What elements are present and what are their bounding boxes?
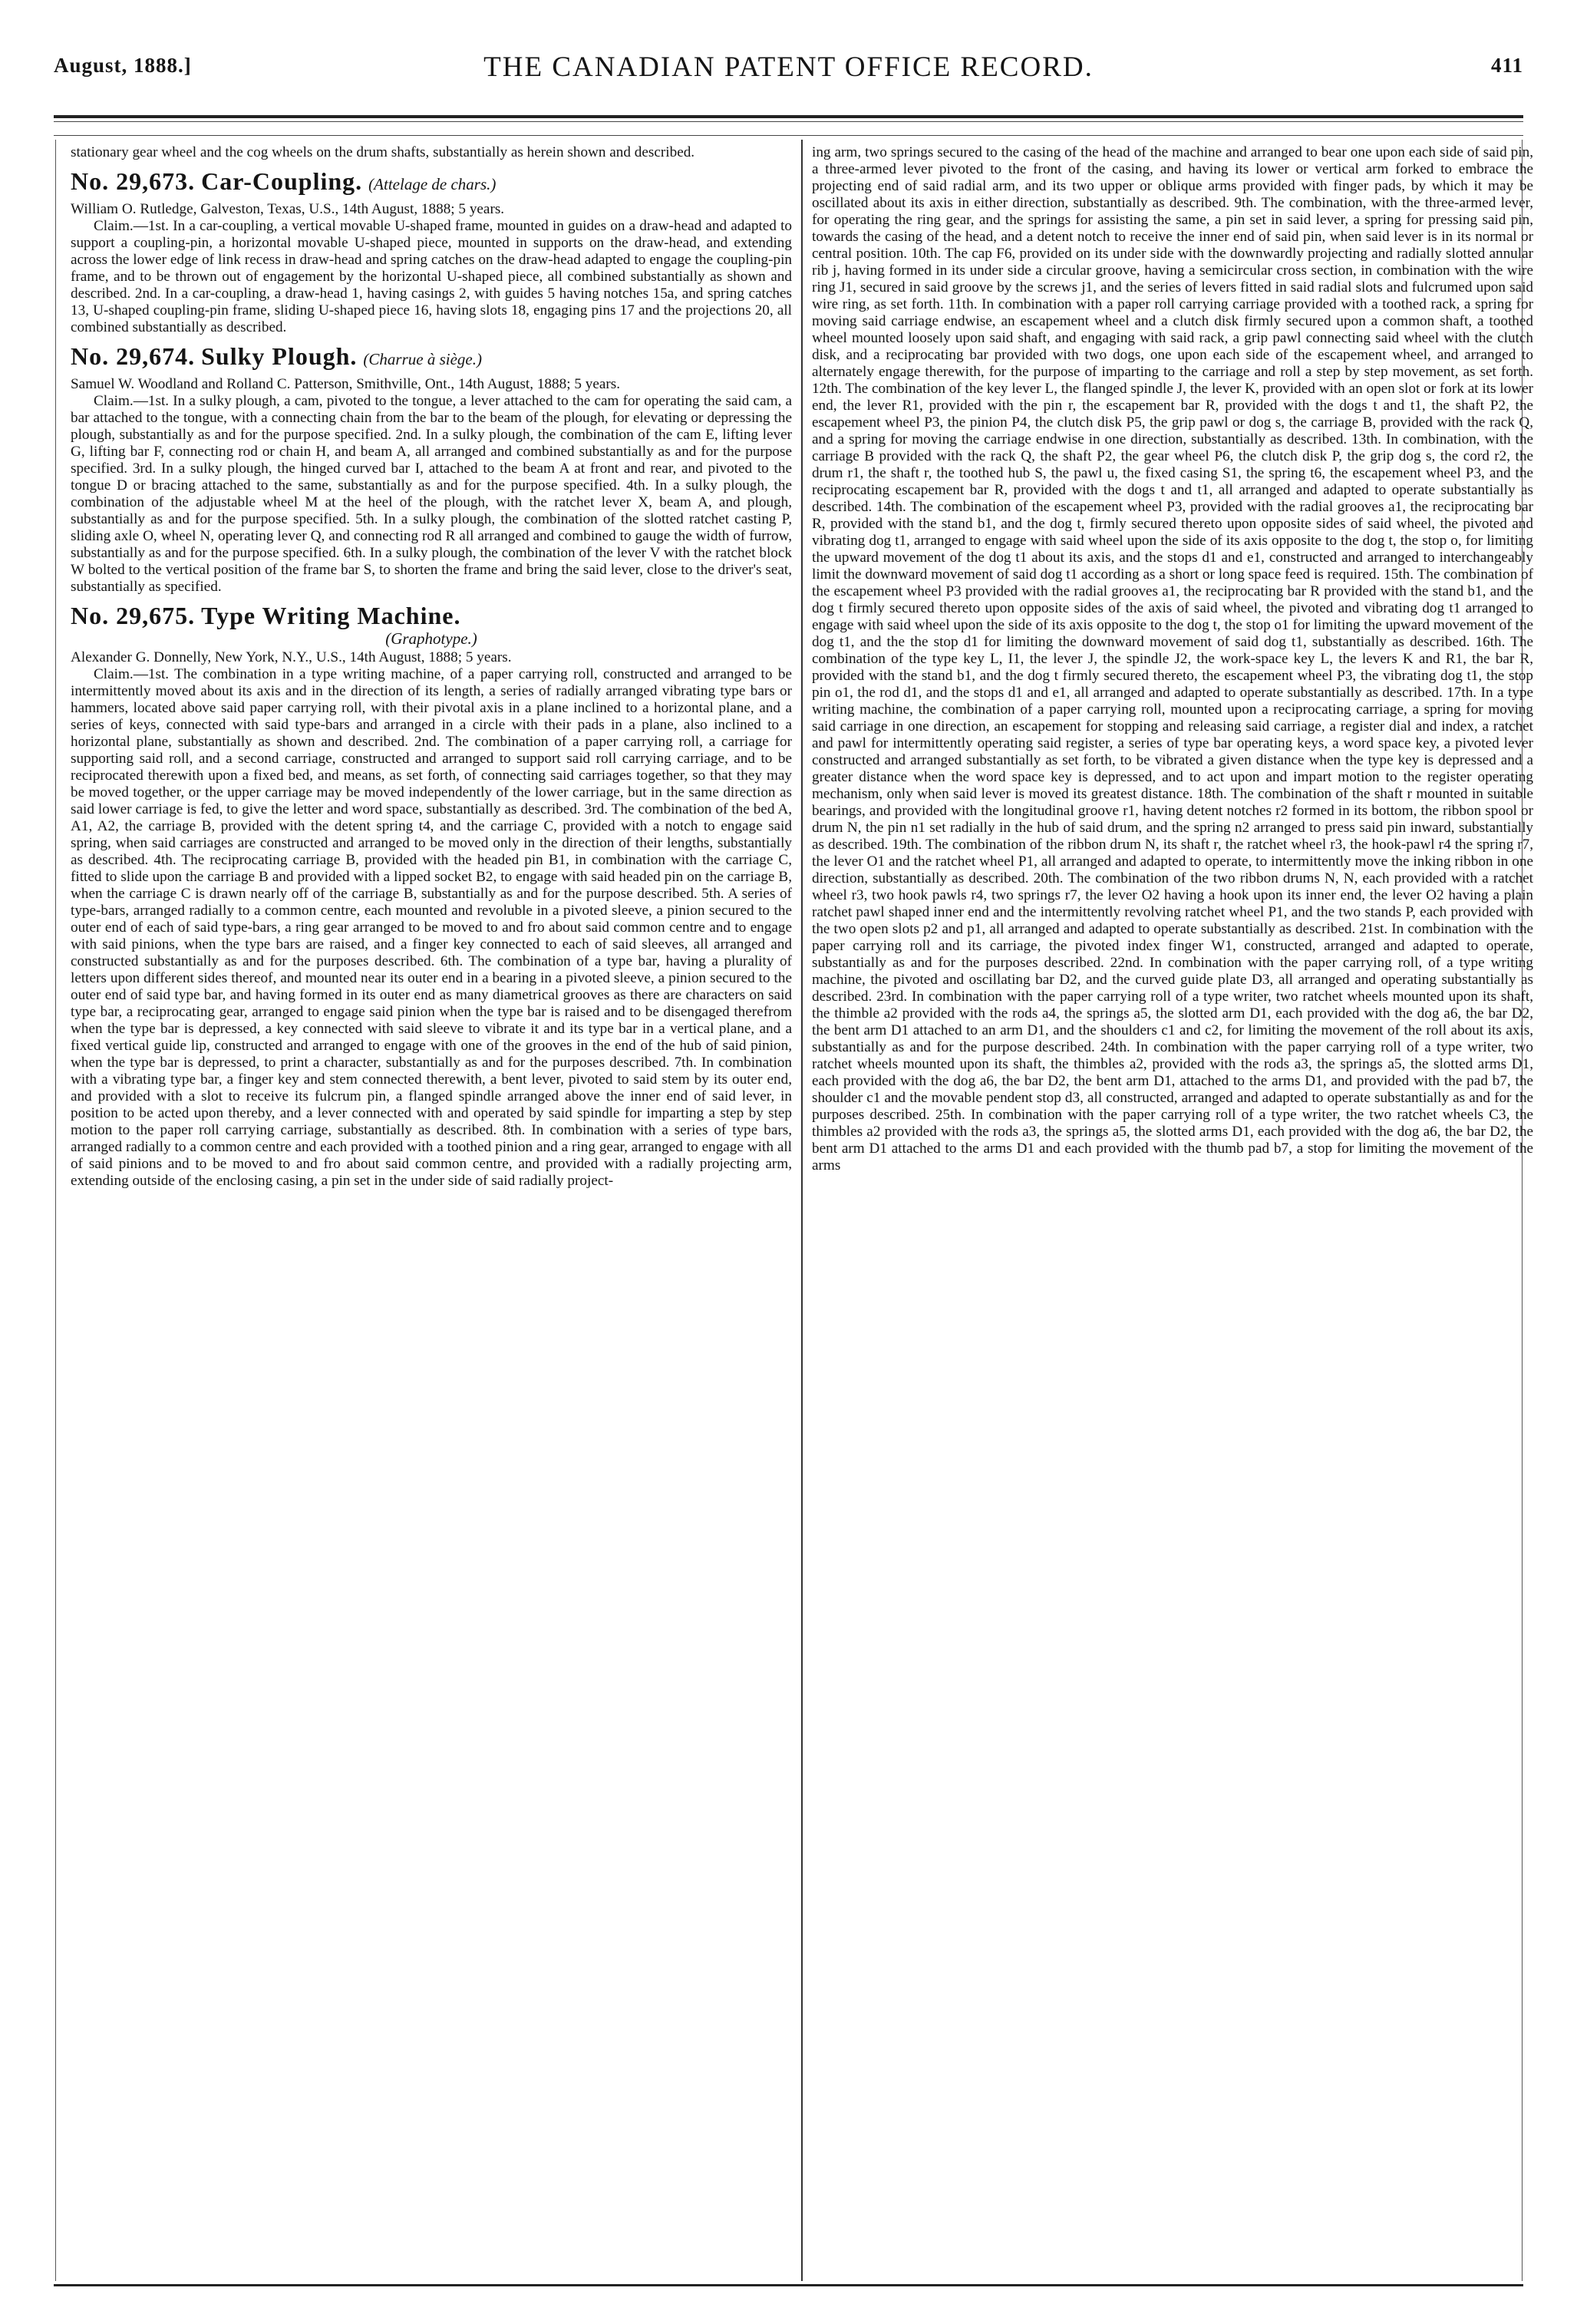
patent-title: Car-Coupling. (201, 167, 363, 195)
patent-inventor: William O. Rutledge, Galveston, Texas, U.S., 14th August, 1888; 5 years. (71, 201, 505, 217)
running-head (54, 48, 1523, 94)
left-column (71, 144, 792, 2278)
patent-title: Type Writing Machine. (201, 602, 461, 629)
continuation-text: stationary gear wheel and the cog wheels on the drum shafts, substantially as herein shown and described. (71, 144, 695, 160)
patent-inventor: Alexander G. Donnelly, New York, N.Y., U.S., 14th August, 1888; 5 years. (71, 649, 512, 665)
patent-claims: Claim.—1st. In a car-coupling, a vertical movable U-shaped frame, mounted in guides on a draw-head and adapted to support a coupling-pin, a horizontal movable U-shaped piece, mounted in supports on the draw-head, and extending across the lower edge of link recess in draw-head and spring catches on the draw-head adapted to engage the coupling-pin frame, and to be thrown out of engagement by the horizontal U-shaped piece, all combined substantially as shown and described. 2nd. In a car-coupling, a draw-head 1, having casings 2, with guides 5 having notches 15a, and spring catches 13, U-shaped coupling-pin frame, sliding U-shaped piece 16, having slots 18, engaging pins 17 and the projections 20, all combined substantially as described. (71, 218, 792, 335)
page-number: 411 (1490, 54, 1523, 77)
patent-claims: Claim.—1st. The combination in a type writing machine, of a paper carrying roll, constructed and arranged to be intermittently moved about its axis and in the direction of its length, a series of radially arranged vibrating type bars or hammers, located above said paper carrying roll, with their pivotal axis in a plane inclined to a horizontal plane, and a series of keys, connected with said type-bars and arranged in a circle with their pads in a plane, also inclined to a horizontal plane, substantially as shown and described. 2nd. The combination of a paper carrying roll, a carriage for supporting said roll, and a second carriage, constructed and arranged to support said roll carrying carriage, and to be reciprocated therewith upon a fixed bed, and means, as set forth, of connecting said carriages together, so that they may be moved together, or the upper carriage may be moved independently of the lower carriage, but in the same direction as said lower carriage is fed, to give the letter and word space, substantially as described. 3rd. The combination of the bed A, A1, A2, the carriage B, provided with the detent spring t4, and the carriage C, provided with a notch to engage said spring, when said carriages are constructed and arranged to be moved only in the direction of their lengths, substantially as described. 4th. The reciprocating carriage B, provided with the headed pin B1, in combination with the carriage C, fitted to slide upon the carriage B and provided with a lipped socket B2, to engage with said headed pin on the carriage B, when the carriage C is drawn nearly off of the carriage B, substantially as and for the purpose described. 5th. A series of type-bars, arranged radially to a common centre, each mounted and revoluble in a pivoted sleeve, a pinion secured to the outer end of each of said type-bars, a ring gear arranged to be moved to and fro about said common centre and to engage with said pinions, when the type bars are raised, and a finger key connected to each of said sleeves, all arranged and constructed substantially as and for the purposes described. 6th. The combination of a type bar, having a plurality of letters upon different sides thereof, and mounted near its outer end in a bearing in a pivoted sleeve, a pinion secured to the outer end of said type bar, and having formed in its outer end as many diametrical grooves as there are characters on said type bar, a reciprocating gear, arranged to engage said pinion when the type bar is raised and to be disengaged therefrom when the type bar is depressed, a key connected with said sleeve to vibrate it and its type bar in a vertical plane, and a fixed vertical guide lip, constructed and arranged to engage with one of the grooves in the end of the hub of said pinion, when the type bar is depressed, to print a character, substantially as and for the purposes described. 7th. In combination with a vibrating type bar, a finger key and stem connected therewith, a bent lever, pivoted to said stem by its outer end, and provided with a slot to receive its fulcrum pin, a flanged spindle arranged above the inner end of said lever, in position to be acted upon thereby, and a lever connected with and operated by said spindle for imparting a step by step motion to the paper roll carrying carriage, substantially as described. 8th. In combination with a series of type bars, arranged radially to a common centre and each provided with a toothed pinion and a ring gear, arranged to engage with all of said pinions and to be moved to and fro about said common centre, and provided with a radially projecting arm, extending outside of the enclosing casing, a pin set in the under side of said radially project- (71, 666, 792, 1189)
patent-entry-heading (71, 342, 792, 373)
issue-date: August, 1888.] (54, 54, 192, 77)
header-rule-heavy (54, 115, 1523, 118)
left-border-rule (55, 140, 56, 2281)
right-column (812, 144, 1533, 2278)
header-rule-light (54, 121, 1523, 122)
header-rule-lower (54, 135, 1523, 136)
patent-inventor: Samuel W. Woodland and Rolland C. Patterson, Smithville, Ont., 14th August, 1888; 5 years. (71, 376, 621, 392)
patent-french-title: (Attelage de chars.) (368, 175, 497, 193)
patent-number: No. 29,675. (71, 602, 196, 629)
patent-title: Sulky Plough. (201, 342, 358, 370)
patent-number: No. 29,674. (71, 342, 196, 370)
column-divider (801, 140, 803, 2281)
patent-entry-heading (71, 602, 792, 629)
footer-rule (54, 2284, 1523, 2286)
publication-title: THE CANADIAN PATENT OFFICE RECORD. (483, 51, 1094, 83)
patent-french-title: (Charrue à siège.) (363, 350, 482, 368)
patent-french-title: (Graphotype.) (385, 629, 477, 648)
claims-continuation: ing arm, two springs secured to the casing of the head of the machine and arranged to bear one upon each side of said pin, a three-armed lever pivoted to the front of the casing, and having its lower or vertical arm forked to embrace the projecting end of said radial arm, and its two upper or oblique arms provided with finger pads, by which it may be oscillated about its axis in either direction, substantially as described. 9th. The combination, with the three-armed lever, for operating the ring gear, and the springs for assisting the same, a pin set in said lever, a spring for pressing said pin, towards the casing of the head, and a detent notch to receive the inner end of said pin, when said lever is in its normal or central position. 10th. The cap F6, provided on its under side with the downwardly projecting and radially slotted annular rib j, having formed in its under side a circular groove, having a semicircular cross section, in combination with the wire ring J1, secured in said groove by the screws j1, and the series of levers fitted in said radial slots and fulcrumed upon said wire ring, as set forth. 11th. In combination with a paper roll carrying carriage provided with a toothed rack, a spring for moving said carriage endwise, an escapement wheel and a clutch disk firmly secured upon a common shaft, a toothed wheel mounted loosely upon said shaft, and engaging with said rack, a grip pawl connecting said wheel with the clutch disk, and a reciprocating bar provided with two dogs, one upon each side of the escapement wheel, and arranged to alternately engage therewith, for the purpose of imparting to the carriage and roll a step by step movement, as set forth. 12th. The combination of the key lever L, the flanged spindle J, the lever K, provided with an open slot or fork at its lower end, the lever R1, provided with the pin r, the escapement bar R, provided with the dogs t and t1, the shaft P2, the escapement wheel P3, the pinion P4, the clutch disk P5, the grip pawl or dog s, the carriage B, provided with the rack Q, and a spring for moving the carriage endwise in one direction, substantially as described. 13th. In combination, with the carriage B provided with the rack Q, the shaft P2, the gear wheel P6, the clutch disk P, the grip dog s, the cord r2, the drum r1, the shaft r, the toothed hub S, the pawl u, the fixed casing S1, the spring t6, the escapement wheel P3, and the reciprocating escapement bar R, provided with the dogs t and t1, all arranged and adapted to operate substantially as described. 14th. The combination of the escapement wheel P3, provided with the radial grooves a1, the reciprocating bar R, provided with the stand b1, and the dog t, firmly secured thereto upon opposite sides of said wheel, the pivoted and vibrating dog t1, arranged to engage with said wheel upon the side of its axis opposite to the dog t, the stop o, for limiting the upward movement of the dog t1 about its axis, and the stops d1 and e1, constructed and arranged to interchangeably limit the downward movement of said dog t1 according as a short or long space feed is required. 15th. The combination of the escapement wheel P3 provided with the radial grooves a1, the reciprocating bar R provided with the stand b1, and the dog t firmly secured thereto upon opposite sides of the axis of said wheel, the pivoted and vibrating dog t1 arranged to engage with said wheel upon the side of its axis opposite to the dog t, the stop o1 for limiting the upward movement of the dog t1, and the the stop d1 for limiting the downward movement of said dog t1, substantially as described. 16th. The combination of the type key L, I1, the lever J, the spindle J2, the work-space key L, the levers K and R1, the bar R, provided with the stand b1, and the dog t firmly secured thereto, the escapement wheel P3, the vibrating dog t1, the stop pin o1, the rod d1, and the stops d1 and e1, all arranged and adapted to operate substantially as described. 17th. In a type writing machine, the combination of a paper carrying roll, mounted upon a reciprocating carriage, a spring for moving said carriage in one direction, an escapement for stopping and releasing said carriage, a register dial and index, a ratchet and pawl for intermittently operating said register, a series of type bar operating keys, a word space key, a pivoted lever constructed and arranged substantially as set forth, to be vibrated a given distance when the type key is depressed and a greater distance when the word space key is depressed, and to act upon and impart motion to the register operating mechanism, only when said lever is moved its greatest distance. 18th. The combination of the shaft r mounted in suitable bearings, and provided with the longitudinal groove r1, having detent notches r2 formed in its bottom, the ribbon spool or drum N, the pin n1 set radially in the hub of said drum, and the spring n2 arranged to press said pin inward, substantially as described. 19th. The combination of the ribbon drum N, its shaft r, the ratchet wheel r3, the hook-pawl r4 the spring r7, the lever O1 and the ratchet wheel P1, all arranged and adapted to operate, to intermittently move the inking ribbon in one direction, substantially as described. 20th. The combination of the two ribbon drums N, N, each provided with a ratchet wheel r3, two hook pawls r4, two springs r7, the lever O2 having a hook upon its inner end, the lever O2 having a plain ratchet pawl shaped inner end and the intermittently revolving ratchet wheel P1, and the two stands P, each provided with the two open slots p2 and p1, all arranged and adapted to operate substantially as described. 21st. In combination with the paper carrying roll and its carriage, the pivoted index finger W1, constructed, arranged and adapted to operate, substantially as and for the purposes described. 22nd. In combination with the paper carrying roll, of a type writing machine, the pivoted and oscillating bar D2, and the curved guide plate D3, all arranged and operating substantially as described. 23rd. In combination with the paper carrying roll of a type writer, two ratchet wheels mounted upon its shaft, the thimble a2 provided with the rods a4, the springs a5, the slotted arm D1, each provided with the dog a6, the bar D2, the bent arm D1 attached to an arm D1, and the shoulders c1 and c2, for limiting the movement of the roll about its axis, substantially as and for the purpose described. 24th. In combination with the paper carrying roll of a type writer, two ratchet wheels mounted upon its shaft, the thimbles a2, provided with the rods a3, the springs a5, the slotted arms D1, each provided with the dog a6, the bar D2, the bent arm D1, attached to the arms D1, and provided with the pad b7, the shoulder c1 and the movable pendent stop d3, all constructed, arranged and adapted to operate substantially as and for the purposes described. 25th. In combination with the paper carrying roll of a type writer, the two ratchet wheels C3, the thimbles a2 provided with the rods a3, the springs a5, the slotted arms D1, each provided with the dog a6, the bar D2, the bent arm D1 attached to the arms D1 and each provided with the thumb pad b7, a stop for limiting the movement of the arms (812, 144, 1533, 1174)
patent-claims: Claim.—1st. In a sulky plough, a cam, pivoted to the tongue, a lever attached to the cam for operating the said cam, a bar attached to the tongue, with a connecting chain from the bar to the beam of the plough, for elevating or depressing the plough, substantially as and for the purpose specified. 2nd. In a sulky plough, the combination of the cam E, lifting lever G, lifting bar F, connecting rod or chain H, and beam A, all arranged and combined substantially as and for the purpose specified. 3rd. In a sulky plough, the hinged curved bar I, attached to the beam A at front and rear, and pivoted to the tongue D or bracing attached to the same, substantially as and for the purpose specified. 4th. In a sulky plough, the combination of the adjustable wheel M at the heel of the plough, with the ratchet lever X, beam A, and plough, substantially as and for the purpose specified. 5th. In a sulky plough, the combination of the slotted ratchet casting P, sliding axle O, wheel N, operating lever Q, and connecting rod R all arranged and combined to gauge the width of furrow, substantially as and for the purpose specified. 6th. In a sulky plough, the combination of the lever V with the ratchet block W bolted to the vertical position of the frame bar S, to shorten the frame and bring the said lever, close to the driver's seat, substantially as specified. (71, 393, 792, 595)
patent-number: No. 29,673. (71, 167, 196, 195)
patent-entry-heading (71, 167, 792, 198)
